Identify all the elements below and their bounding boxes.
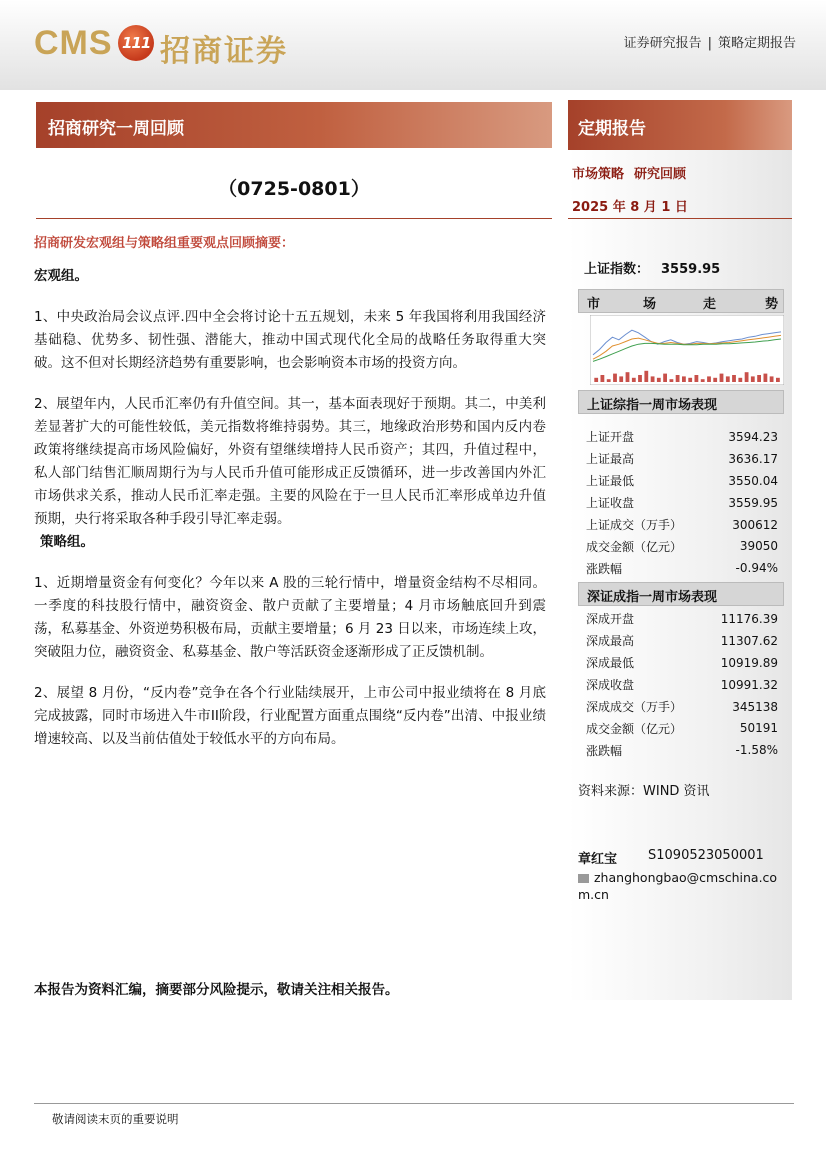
macro-para-1: 1、中央政治局会议点评.四中全会将讨论十五五规划，未来 5 年我国将利用我国经济基础稳、优势多、韧性强、潜能大，推动中国式现代化全局的战略任务取得重大突破。这不但对长期经济趋势有重要影响，也会影响资本市场的投资方向。	[34, 309, 546, 371]
tag-research-review: 研究回顾	[634, 167, 687, 182]
row-value: 10991.32	[720, 677, 778, 692]
mail-icon	[578, 874, 589, 883]
macro-title: 宏观组。	[34, 268, 88, 284]
footer-disclaimer: 敬请阅读末页的重要说明	[52, 1112, 179, 1126]
volume-bar	[720, 374, 724, 382]
title-bar	[36, 102, 552, 148]
trend-char: 市	[587, 297, 601, 312]
sidebar-tags	[572, 163, 686, 182]
sidebar-divider	[568, 218, 792, 219]
tag-market-strategy: 市场策略	[572, 167, 625, 182]
row-label: 上证收盘	[586, 496, 635, 511]
table-row	[586, 630, 778, 652]
row-label: 上证最高	[586, 452, 635, 467]
summary-title: 招商研发宏观组与策略组重要观点回顾摘要：	[34, 236, 295, 251]
trend-char: 场	[643, 297, 657, 312]
chart-frame	[590, 315, 784, 385]
table-row	[586, 514, 778, 536]
row-label: 涨跌幅	[586, 561, 623, 576]
market-trend-bar	[578, 289, 784, 313]
volume-bar	[682, 376, 686, 382]
sh-index	[584, 258, 720, 277]
data-source: 资料来源：WIND 资讯	[578, 784, 710, 799]
table-row	[586, 426, 778, 448]
main-content	[34, 232, 546, 751]
sidebar-header-label: 定期报告	[578, 119, 646, 139]
header-report-type	[624, 32, 796, 51]
table-row	[586, 674, 778, 696]
row-label: 深成最低	[586, 656, 635, 671]
logo-cms: CMS	[34, 24, 113, 62]
volume-bar	[601, 375, 605, 382]
trend-char: 走	[703, 297, 717, 312]
footer-divider	[34, 1103, 794, 1104]
volume-bar	[776, 378, 780, 382]
strategy-para-2: 2、展望 8 月份，“反内卷”竞争在各个行业陆续展开，上市公司中报业绩将在 8 月底完成披露，同时市场进入牛市II阶段，行业配置方面重点围绕“反内卷”出清、中报业绩增速较高、以及当前估值处于较低水平的方向布局。	[34, 685, 546, 747]
row-value: -1.58%	[735, 743, 778, 758]
table-row	[586, 652, 778, 674]
sh-index-value: 3559.95	[661, 262, 721, 277]
row-label: 上证成交（万手）	[586, 518, 683, 532]
volume-bar	[657, 378, 661, 382]
row-value: 10919.89	[720, 655, 778, 670]
sz-table	[586, 608, 778, 761]
volume-bar	[751, 376, 755, 382]
sz-table-title	[578, 582, 784, 606]
analyst-name: 章红宝	[578, 852, 618, 867]
row-value: 300612	[732, 517, 778, 532]
volume-bar	[638, 375, 642, 382]
table-row	[586, 492, 778, 514]
row-label: 深成收盘	[586, 678, 635, 693]
volume-bar	[757, 375, 761, 382]
report-date: 2025 年 8 月 1 日	[572, 200, 688, 215]
volume-bar	[676, 375, 680, 382]
report-subtype: 策略定期报告	[717, 36, 796, 51]
row-label: 深成开盘	[586, 612, 635, 627]
strategy-title: 策略组。	[40, 534, 94, 550]
row-value: 3594.23	[728, 429, 778, 444]
volume-bar	[707, 376, 711, 382]
analyst-email-line	[578, 869, 792, 903]
table-row	[586, 557, 778, 579]
trend-char: 势	[765, 297, 779, 312]
volume-bar	[594, 378, 598, 382]
table-row	[586, 608, 778, 630]
row-value: 3559.95	[728, 495, 778, 510]
volume-bar	[738, 378, 742, 382]
row-value: 11176.39	[720, 611, 778, 626]
row-value: -0.94%	[735, 561, 778, 576]
row-label: 上证开盘	[586, 430, 635, 445]
report-type: 证券研究报告	[623, 36, 702, 51]
table-row	[586, 535, 778, 557]
analyst-email[interactable]: zhanghongbao@cmschina.com.cn	[578, 870, 778, 902]
sh-table	[586, 426, 778, 579]
volume-bar	[651, 376, 655, 382]
page-title: 招商研究一周回顾	[48, 119, 184, 139]
sidebar-header	[568, 100, 792, 150]
volume-bar	[670, 379, 674, 382]
volume-bar	[713, 378, 717, 382]
volume-bar	[626, 372, 630, 382]
table-row	[586, 696, 778, 718]
logo-cn: 招商证券	[160, 34, 288, 69]
sh-table-title-label: 上证综指一周市场表现	[587, 398, 718, 413]
volume-bar	[695, 375, 699, 382]
row-value: 345138	[732, 699, 778, 714]
row-label: 深成成交（万手）	[586, 700, 683, 714]
closing-note: 本报告为资料汇编，摘要部分风险提示，敬请关注相关报告。	[34, 982, 399, 998]
row-label: 成交金额（亿元）	[586, 721, 683, 736]
volume-bar	[644, 371, 648, 382]
sz-table-title-label: 深证成指一周市场表现	[587, 590, 718, 605]
table-row	[586, 448, 778, 470]
strategy-para-1: 1、近期增量资金有何变化？今年以来 A 股的三轮行情中，增量资金结构不尽相同。一季度的科技股行情中，融资资金、散户贡献了主要增量；4 月市场触底回升到震荡，私募基金、外资逆势积极布局，贡献主要增量；6 月 23 日以来，市场连续上攻，突破阻力位，融资资金、私募基金、散户等活跃资金逐渐形成了正反馈机制。	[34, 575, 546, 660]
logo-seal-icon	[118, 25, 154, 61]
table-row	[586, 470, 778, 492]
volume-bar	[663, 374, 667, 382]
volume-bar	[745, 372, 749, 382]
volume-bar	[688, 378, 692, 382]
volume-bar	[770, 376, 774, 382]
volume-bar	[613, 374, 617, 382]
volume-bar	[764, 374, 768, 382]
analyst	[578, 848, 764, 867]
sh-index-label: 上证指数：	[584, 262, 650, 277]
row-label: 涨跌幅	[586, 743, 623, 758]
volume-bar	[619, 376, 623, 382]
analyst-code: S1090523050001	[648, 848, 764, 863]
row-label: 上证最低	[586, 474, 635, 489]
volume-bar	[607, 379, 611, 382]
macro-para-2: 2、展望年内，人民币汇率仍有升值空间。其一，基本面表现好于预期。其二，中美利差显著扩大的可能性较低，美元指数将维持弱势。其三，地缘政治形势和国内反内卷政策将继续提高市场风险偏好，外资有望继续增持人民币资产；其四，升值过程中，私人部门结售汇顺周期行为与人民币升值可能形成正反馈循环，进一步改善国内外汇市场供求关系，推动人民币汇率走强。主要的风险在于一旦人民币汇率形成单边升值预期，央行将采取各种手段引导汇率走弱。	[34, 396, 546, 527]
volume-bar	[632, 378, 636, 382]
row-value: 39050	[739, 539, 778, 554]
row-value: 50191	[739, 721, 778, 736]
row-label: 成交金额（亿元）	[586, 539, 683, 554]
sidebar	[568, 100, 792, 1000]
sh-table-title	[578, 390, 784, 414]
table-row	[586, 717, 778, 739]
date-range: （0725-0801）	[218, 178, 370, 200]
row-value: 11307.62	[720, 633, 778, 648]
volume-bar	[732, 375, 736, 382]
row-value: 3550.04	[728, 473, 778, 488]
volume-bar	[701, 379, 705, 382]
table-row	[586, 739, 778, 761]
header-separator: |	[707, 36, 712, 51]
title-divider	[36, 218, 552, 219]
market-trend-chart	[590, 315, 784, 385]
row-value: 3636.17	[728, 451, 778, 466]
row-label: 深成最高	[586, 634, 635, 649]
volume-bar	[726, 376, 730, 382]
